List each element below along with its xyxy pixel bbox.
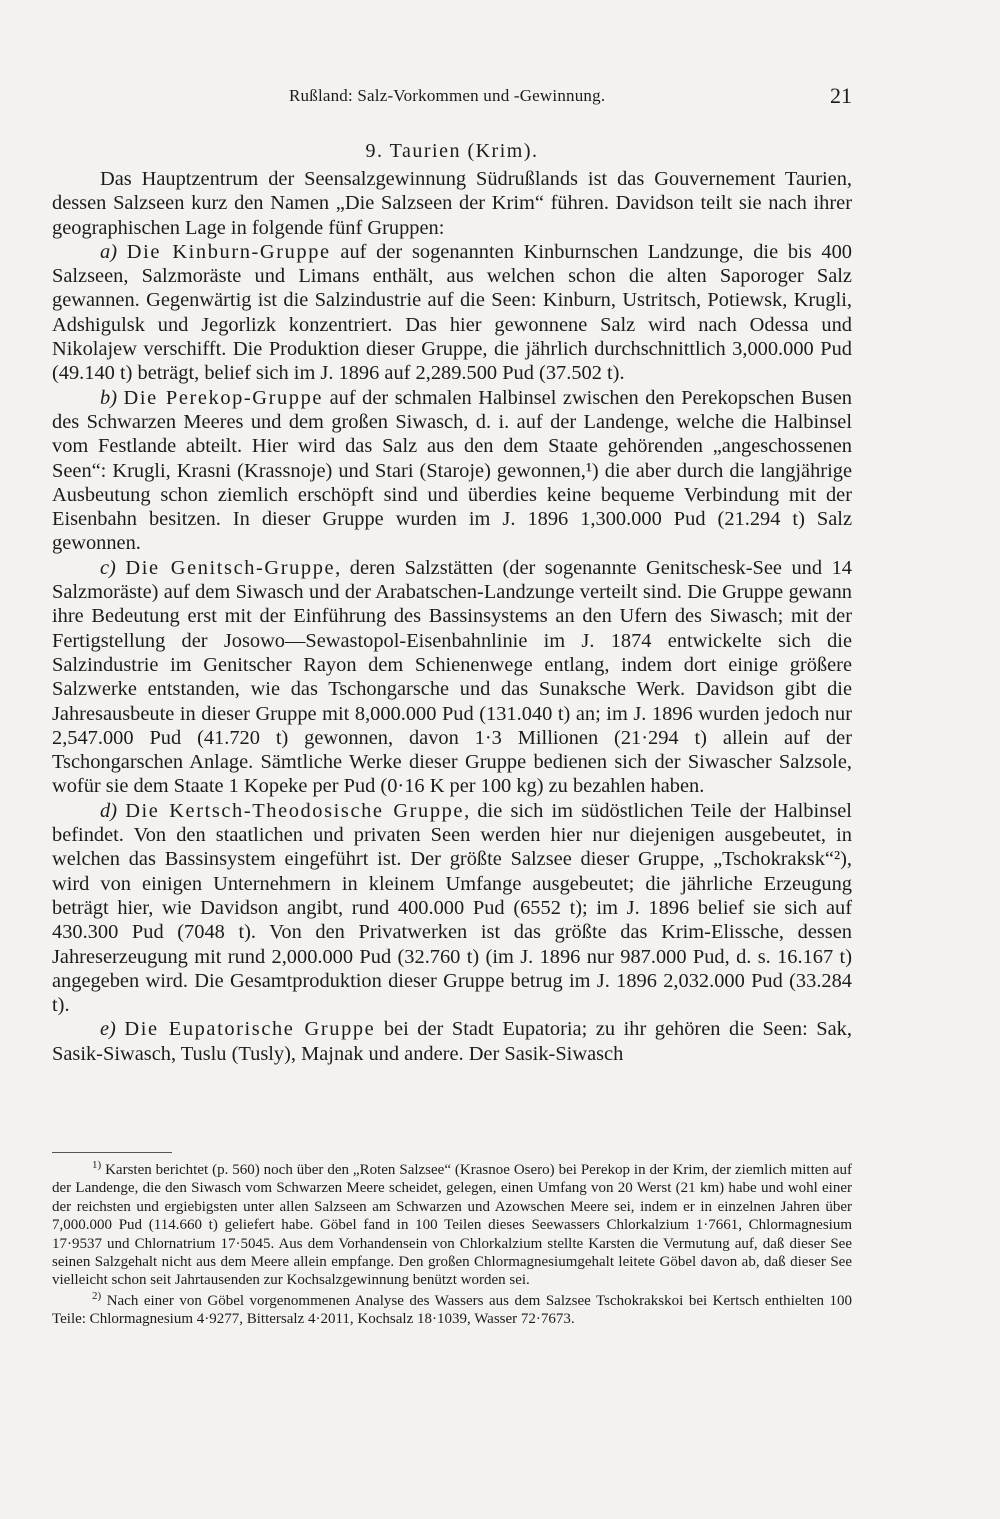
group-c-label: c) xyxy=(100,556,116,579)
page-number: 21 xyxy=(830,83,852,108)
footnote-divider xyxy=(52,1152,172,1153)
group-c-name: Die Genitsch-Gruppe xyxy=(125,556,336,579)
paragraph-group-b xyxy=(52,386,852,556)
group-a-name: Die Kinburn-Gruppe xyxy=(126,240,331,263)
group-d-text: , die sich im südöstlichen Teile der Halbinsel befindet. Von den staatlichen und privaten Seen werden hier nur diejenigen ausgebeutet, in welchen das Bassinsystem eingeführt ist. Der größte Salzsee dieser Gruppe, „Tschokraksk“²), wird von einigen Unternehmern in kleinem Umfange ausgebeutet; die jährliche Erzeugung beträgt hier, wie Davidson angibt, rund 400.000 Pud (6552 t); im J. 1896 belief sie sich auf 430.300 Pud (7048 t). Von den Privatwerken ist das größte das Krim-Elissche, dessen Jahreserzeugung mit rund 2,000.000 Pud (32.760 t) (im J. 1896 nur 987.000 Pud, d. s. 16.167 t) angegeben wird. Die Gesamtproduktion dieser Gruppe betrug im J. 1896 2,032.000 Pud (33.284 t). xyxy=(52,799,852,1017)
group-c-text: , deren Salzstätten (der sogenannte Genitschesk-See und 14 Salzmoräste) auf dem Siwasch und der Arabatschen-Landzunge verteilt sind. Die Gruppe gewann ihre Bedeutung erst mit der Einführung des Bassinsystems an den Ufern des Siwasch; mit der Fertigstellung der Josowo—Sewastopol-Eisenbahnlinie im J. 1874 entwickelte sich die Salzindustrie im Genitscher Rayon dem Schienenwege entlang, indem dort einige größere Salzwerke entstanden, wie das Tschongarsche und das Sunaksche Werk. Davidson gibt die Jahresausbeute in dieser Gruppe mit 8,000.000 Pud (131.040 t) an; im J. 1896 wurden jedoch nur 2,547.000 Pud (41.720 t) gewonnen, davon 1·3 Millionen (21·294 t) allein auf der Tschongarschen Anlage. Sämtliche Werke dieser Gruppe bedienen sich der Siwascher Salzsole, wofür sie dem Staate 1 Kopeke per Pud (0·16 K per 100 kg) zu bezahlen haben. xyxy=(52,556,852,798)
paragraph-group-a xyxy=(52,240,852,386)
group-d-name: Die Kertsch-Theodosische Gruppe xyxy=(125,799,465,822)
main-text xyxy=(52,139,852,1066)
group-e-label: e) xyxy=(100,1018,116,1041)
paragraph-intro: Das Hauptzentrum der Seensalzgewinnung Südrußlands ist das Gouvernement Taurien, dessen Salzseen kurz den Namen „Die Salzseen der Krim“ führen. Davidson teilt sie nach ihrer geographischen Lage in folgende fünf Gruppen: xyxy=(52,168,852,239)
footnote-1-text: Karsten berichtet (p. 560) noch über den „Roten Salzsee“ (Krasnoe Osero) bei Perekop in der Krim, der ziemlich mitten auf der Landenge, die den Siwasch vom Schwarzen Meere scheidet, gelegen, einen Umfang von 20 Werst (21 km) habe und wohl einer der reichsten und ergiebigsten unter allen Salzseen am Schwarzen und Azowschen Meere sei, indem er in einzelnen Jahren über 7,000.000 Pud (114.660 t) geliefert habe. Göbel fand in 100 Teilen dieses Seewassers Chlorkalzium 1·7661, Chlormagnesium 17·9537 und Chlornatrium 17·5045. Aus dem Vorhandensein von Chlorkalzium stellte Karsten die Vermutung auf, daß dieser See seinen Salzgehalt nicht aus dem Meere allein empfange. Den großen Chlormagnesiumgehalt leitete Göbel davon ab, daß dieser See vielleicht schon seit Jahrtausenden zur Kochsalzgewinnung benützt worden sei. xyxy=(52,1162,852,1289)
paragraph-group-d xyxy=(52,799,852,1018)
footnote-1-mark: 1) xyxy=(92,1159,102,1171)
group-e-name: Die Eupatorische Gruppe xyxy=(124,1018,376,1041)
running-head xyxy=(52,83,852,116)
group-b-text: auf der schmalen Halbinsel zwischen den Perekopschen Busen des Schwarzen Meeres und dem großen Siwasch, d. i. auf der Landenge, welche die Halbinsel vom Festlande abteilt. Hier wird das Salz aus den dem Staate gehörenden „angeschossenen Seen“: Krugli, Krasni (Krassnoje) und Stari (Staroje) gewonnen,¹) die aber durch die langjährige Ausbeutung schon ziemlich erschöpft sind und überdies keine bequeme Verbindung mit der Eisenbahn besitzen. In dieser Gruppe wurden im J. 1896 1,300.000 Pud (21.294 t) Salz gewonnen. xyxy=(52,386,852,555)
group-d-label: d) xyxy=(100,799,117,822)
paragraph-group-c xyxy=(52,556,852,799)
group-b-label: b) xyxy=(100,386,117,409)
running-title: Rußland: Salz-Vorkommen und -Gewinnung. xyxy=(289,86,606,105)
group-a-label: a) xyxy=(100,240,117,263)
footnote-1 xyxy=(52,1161,852,1290)
footnote-2-mark: 2) xyxy=(92,1289,102,1302)
paragraph-group-e xyxy=(52,1017,852,1066)
group-e-text: bei der Stadt Eupatoria; zu ihr gehören die Seen: Sak, Sasik-Siwasch, Tuslu (Tusly), Majnak und andere. Der Sasik-Siwasch xyxy=(52,1018,852,1065)
footnote-2-text: Nach einer von Göbel vorgenommenen Analyse des Wassers aus dem Salzsee Tschokrakskoi bei Kertsch enthielten 100 Teile: Chlormagnesium 4·9277, Bittersalz 4·2011, Kochsalz 18·1039, Wasser 72·7673. xyxy=(52,1292,852,1328)
footnote-2 xyxy=(52,1289,852,1329)
section-heading: 9. Taurien (Krim). xyxy=(365,140,539,162)
group-a-text: auf der sogenannten Kinburnschen Landzunge, die bis 400 Salzseen, Salzmoräste und Limans enthält, aus welchen schon die alten Saporoger Salz gewannen. Gegenwärtig ist die Salzindustrie auf die Seen: Kinburn, Ustritsch, Potiewsk, Krugli, Adshigulsk und Jegorlizk konzentriert. Das hier gewonnene Salz wird nach Odessa und Nikolajew verschifft. Die Produktion dieser Gruppe, die jährlich durchschnittlich 3,000.000 Pud (49.140 t) beträgt, belief sich im J. 1896 auf 2,289.500 Pud (37.502 t). xyxy=(52,240,852,385)
footnotes xyxy=(52,1161,852,1331)
group-b-name: Die Perekop-Gruppe xyxy=(123,386,324,409)
